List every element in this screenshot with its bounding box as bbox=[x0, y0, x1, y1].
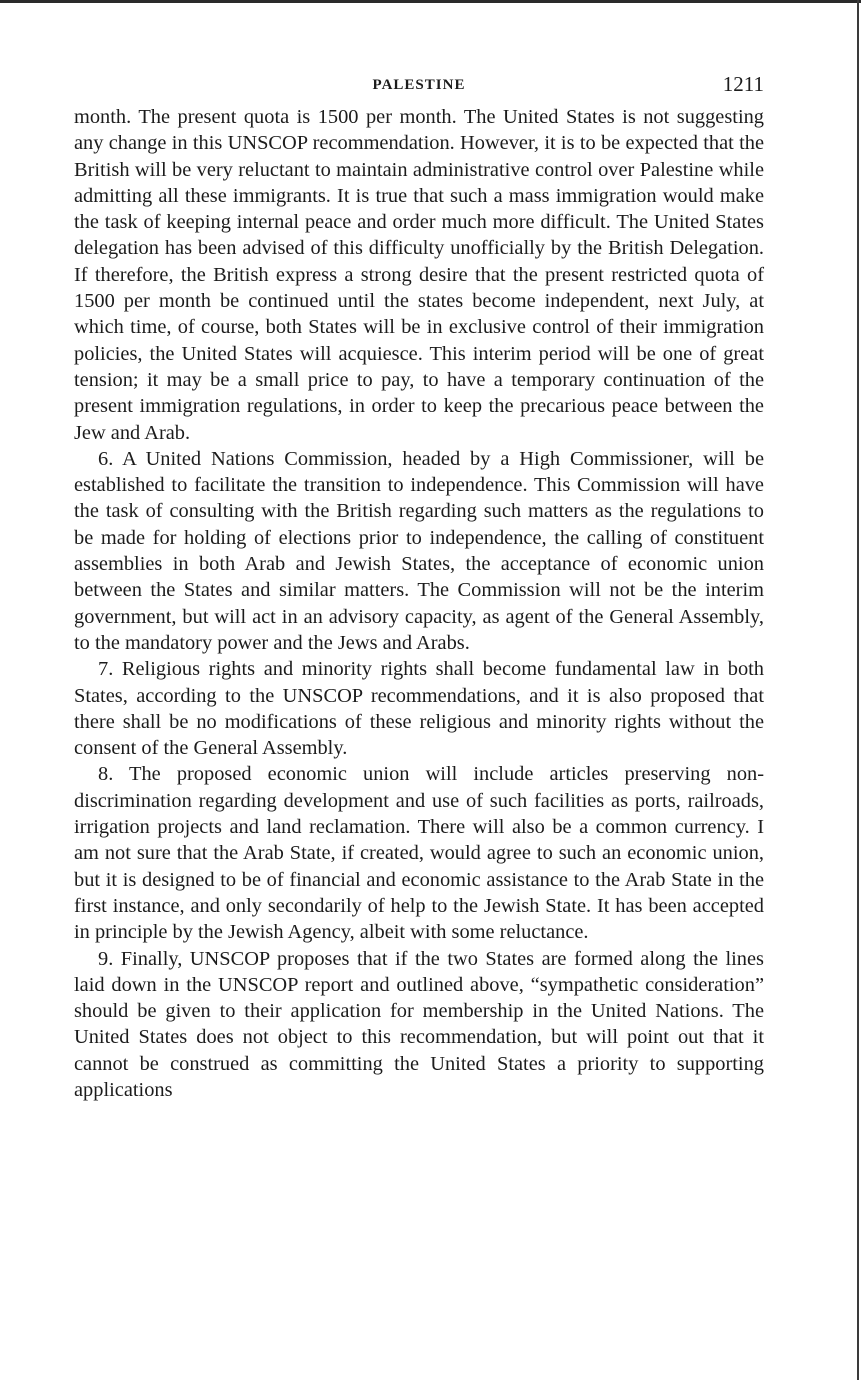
paragraph-item-6: 6. A United Nations Commission, headed by a High Commissioner, will be established to facilitate the transition to independence. This Commission will have the task of consulting with the British regarding such matters as the regulations to be made for holding of elections prior to independence, the calling of constituent assemblies in both Arab and Jewish States, the acceptance of economic union between the States and similar matters. The Commission will not be the interim government, but will act in an advisory capacity, as agent of the General Assembly, to the mandatory power and the Jews and Arabs. bbox=[74, 447, 764, 654]
running-title: PALESTINE bbox=[372, 77, 466, 93]
document-page bbox=[74, 70, 764, 1103]
body-text bbox=[74, 104, 764, 1103]
page-right-edge bbox=[857, 0, 859, 1380]
paragraph-item-7: 7. Religious rights and minority rights shall become fundamental law in both States, according to the UNSCOP recommendations, and it is also proposed that there shall be no modifications of these religious and minority rights without the consent of the General Assembly. bbox=[74, 658, 764, 760]
paragraph-continuation: month. The present quota is 1500 per month. The United States is not suggesting any change in this UNSCOP recommendation. However, it is to be expected that the British will be very reluctant to maintain administrative control over Palestine while admitting all these immigrants. It is true that such a mass immigration would make the task of keeping internal peace and order much more difficult. The United States delegation has been advised of this difficulty unofficially by the British Delegation. If therefore, the British express a strong desire that the present restricted quota of 1500 per month be continued until the states become independent, next July, at which time, of course, both States will be in exclusive control of their immigration policies, the United States will acquiesce. This interim period will be one of great tension; it may be a small price to pay, to have a temporary continuation of the present immigration regulations, in order to keep the precarious peace between the Jew and Arab. bbox=[74, 106, 764, 444]
paragraph-item-9: 9. Finally, UNSCOP proposes that if the two States are formed along the lines laid down in the UNSCOP report and outlined above, “sympathetic consideration” should be given to their application for membership in the United Nations. The United States does not object to this recommendation, but will point out that it cannot be construed as committing the United States a priority to supporting applications bbox=[74, 947, 764, 1101]
running-header bbox=[74, 70, 764, 104]
page-number: 1211 bbox=[722, 72, 764, 96]
page-top-edge bbox=[0, 0, 861, 3]
paragraph-item-8: 8. The proposed economic union will include articles preserving non-discrimination regarding development and use of such facilities as ports, railroads, irrigation projects and land reclamation. There will also be a common currency. I am not sure that the Arab State, if created, would agree to such an economic union, but it is designed to be of financial and economic assistance to the Arab State in the first instance, and only secondarily of help to the Jewish State. It has been accepted in principle by the Jewish Agency, albeit with some reluctance. bbox=[74, 763, 764, 944]
